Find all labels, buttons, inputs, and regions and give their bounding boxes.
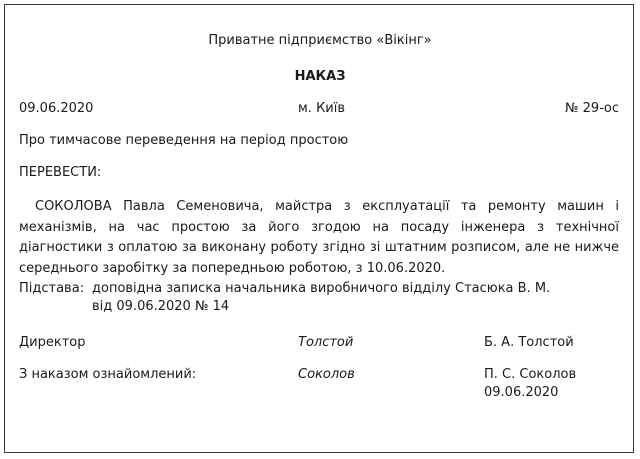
company-name: Приватне підприємство «Вікінг» [208, 33, 432, 48]
acknowledged-name: П. С. Соколов [484, 367, 577, 382]
basis-label: Підстава: [19, 281, 85, 296]
order-action: ПЕРЕВЕСТИ: [19, 165, 102, 180]
order-body-text: СОКОЛОВА Павла Семеновича, майстра з експлуатації та ремонту машин і механізмів, на час простою за його згодою на посаду інженера з технічної діагностики з оплатою за виконану роботу згідно зі штатним розписом, але не нижче середнього заробітку за попередньою роботою, з 10.06.2020. [19, 199, 619, 276]
document-page [4, 4, 634, 453]
acknowledged-signature: Соколов [298, 367, 355, 382]
order-place: м. Київ [298, 101, 346, 116]
order-body [19, 197, 619, 279]
director-label: Директор [19, 335, 86, 350]
acknowledged-label: З наказом ознайомлений: [19, 367, 197, 382]
basis-line-2: від 09.06.2020 № 14 [92, 299, 230, 314]
order-subject: Про тимчасове переведення на період простою [19, 133, 349, 148]
acknowledged-date: 09.06.2020 [484, 385, 559, 400]
basis-line-1: доповідна записка начальника виробничого відділу Стасюка В. М. [92, 281, 551, 296]
order-number: № 29-ос [565, 101, 619, 116]
director-name: Б. А. Толстой [484, 335, 574, 350]
order-date: 09.06.2020 [19, 101, 94, 116]
director-signature: Толстой [298, 335, 354, 350]
document-type: НАКАЗ [294, 69, 346, 84]
